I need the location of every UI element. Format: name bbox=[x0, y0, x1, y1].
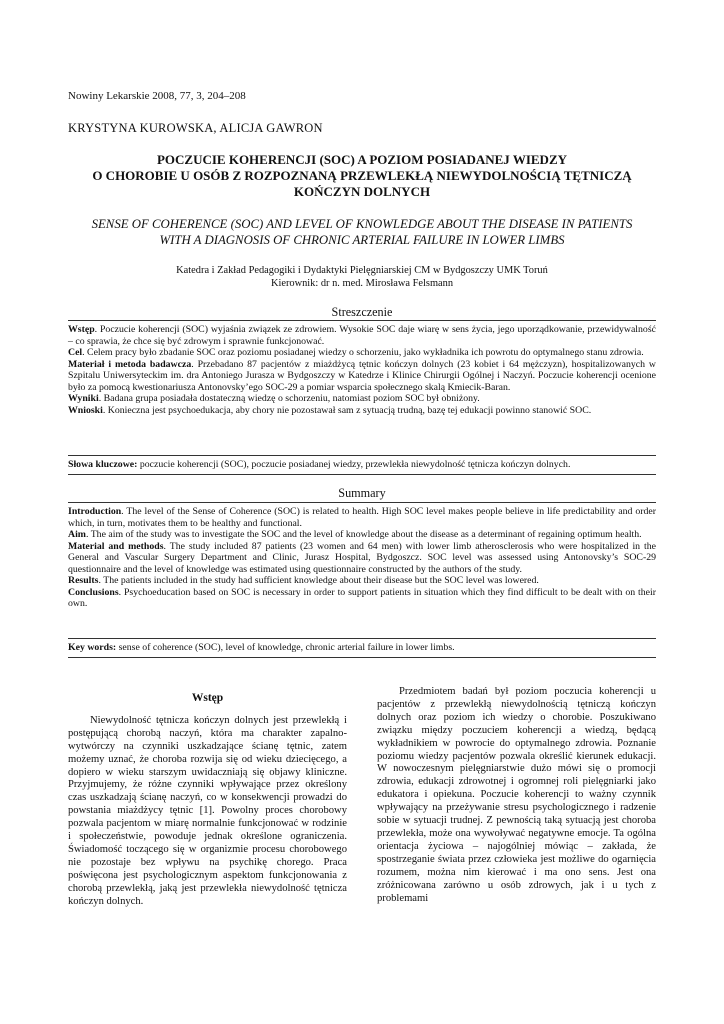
abstract-text: . Przebadano 87 pacjentów z miażdżycą tętnic kończyn dolnych (23 kobiet i 64 mężczyzn), hospitalizowanych w Szpitalu Uniwersyteckim im. dra Antoniego Jurasza w Bydgoszczy w Katedrze i Klinice Chirurgii Ogólnej i Naczyń. Poczucie koherencji ocenione było za pomocą kwestionariusza Antonovsky’ego SOC-29 a pomiar wsparcia społecznego skalą Kmiecik-Baran. bbox=[68, 358, 657, 393]
abstract-item bbox=[68, 587, 656, 610]
divider bbox=[68, 502, 656, 503]
abstract-item bbox=[68, 405, 656, 417]
body-column-right bbox=[377, 686, 656, 905]
abstract-text: . Poczucie koherencji (SOC) wyjaśnia związek ze zdrowiem. Wysokie SOC daje wiarę w sens życia, jego uporządkowanie, przewidywalność – co sprawia, że chce się być zdrowym i sprawnie funkcjonować. bbox=[68, 324, 656, 347]
title-polish bbox=[68, 152, 656, 200]
body-paragraph: Przedmiotem badań był poziom poczucia koherencji u pacjentów z przewlekłą niewydolnością tętniczą kończyn dolnych oraz poziom ich wiedzy o chorobie. Poszukiwano związku między poczuciem koherencji a wiedzą, będącą wykładnikiem w powrocie do optymalnego zdrowia. Poznanie poziomu wiedzy pacjentów pozwala określić kierunek edukacji. W nowoczesnym pielęgniarstwie dużo mówi się o promocji zdrowia, edukacji zdrowotnej i ogromnej roli pielęgniarki jako edukatora i opiekuna. Poczucie koherencji to ważny czynnik wpływający na przeżywanie stresu psychologicznego i radzenie sobie w sytuacji trudnej. Z pewnością taką sytuacją jest choroba przewlekła, może ona wywoływać negatywne emocje. Ta ogólna orientacja życiowa – najogólniej mówiąc – zakłada, że spostrzeganie świata przez człowieka jest możliwe do ogarnięcia rozumem, można nim kierować i ma ono sens. Jest ona zróżnicowana zarówno u osób zdrowych, jak i u tych z problemami bbox=[377, 686, 656, 904]
abstract-text: . Konieczna jest psychoedukacja, aby chory nie pozostawał sam z sytuacją trudną, bazę tej edukacji powinno stanowić SOC. bbox=[102, 404, 592, 416]
abstract-label: Aim bbox=[68, 529, 86, 540]
streszczenie-heading: Streszczenie bbox=[331, 305, 393, 319]
abstract-item bbox=[68, 529, 656, 541]
keywords-polish bbox=[68, 459, 656, 471]
abstract-item bbox=[68, 575, 656, 587]
body-column-left bbox=[68, 692, 347, 909]
abstract-polish bbox=[68, 324, 656, 416]
title-english bbox=[68, 216, 656, 248]
divider bbox=[68, 638, 656, 639]
divider bbox=[68, 455, 656, 456]
abstract-label: Materiał i metoda badawcza bbox=[68, 358, 192, 370]
title-line: SENSE OF COHERENCE (SOC) AND LEVEL OF KNOWLEDGE ABOUT THE DISEASE IN PATIENTS bbox=[91, 217, 633, 231]
abstract-label: Material and methods bbox=[68, 540, 164, 552]
keywords-text: sense of coherence (SOC), level of knowledge, chronic arterial failure in lower limbs. bbox=[116, 642, 455, 653]
abstract-label: Cel bbox=[68, 347, 83, 358]
abstract-item bbox=[68, 393, 656, 405]
affiliation bbox=[68, 264, 656, 290]
title-line: WITH A DIAGNOSIS OF CHRONIC ARTERIAL FAILURE IN LOWER LIMBS bbox=[159, 233, 565, 247]
abstract-text: . Psychoeducation based on SOC is necessary in order to support patients in situation which they find difficult to be dealt with on their own. bbox=[68, 586, 656, 609]
abstract-label: Conclusions bbox=[68, 586, 119, 598]
abstract-label: Wyniki bbox=[68, 393, 99, 404]
journal-reference: Nowiny Lekarskie 2008, 77, 3, 204–208 bbox=[68, 90, 246, 102]
title-line: KOŃCZYN DOLNYCH bbox=[293, 184, 431, 199]
divider bbox=[68, 657, 656, 658]
abstract-text: . The study included 87 patients (23 women and 64 men) with lower limb atherosclerosis who were hospitalized in the General and Vascular Surgery Department and Clinic, Jurasz Hospital, Bydgoszcz. SOC level was assessed using Antonovsky’s SOC-29 questionnaire and the level of knowledge was estimated using questionnaire constructed by the authors of the study. bbox=[68, 540, 656, 575]
section-heading-wstep: Wstęp bbox=[191, 692, 224, 704]
affiliation-line: Kierownik: dr n. med. Mirosława Felsmann bbox=[270, 278, 454, 289]
title-line: O CHOROBIE U OSÓB Z ROZPOZNANĄ PRZEWLEKŁĄ NIEWYDOLNOŚCIĄ TĘTNICZĄ bbox=[92, 168, 632, 183]
abstract-label: Results bbox=[68, 575, 99, 586]
abstract-item bbox=[68, 324, 656, 347]
divider bbox=[68, 320, 656, 321]
keywords-label: Key words: bbox=[68, 642, 117, 653]
abstract-text: . Celem pracy było zbadanie SOC oraz poziomu posiadanej wiedzy o schorzeniu, jako wykładnika ich powrotu do optymalnego stanu zdrowia. bbox=[82, 347, 644, 358]
title-line: POCZUCIE KOHERENCJI (SOC) A POZIOM POSIADANEJ WIEDZY bbox=[156, 152, 568, 167]
abstract-text: . The level of the Sense of Coherence (SOC) is related to health. High SOC level makes people believe in life predictability and order which, in turn, motivates them to be healthy and functional. bbox=[68, 506, 656, 529]
abstract-label: Wstęp bbox=[68, 324, 95, 335]
abstract-item bbox=[68, 347, 656, 359]
abstract-label: Wnioski bbox=[68, 404, 103, 416]
abstract-text: . Badana grupa posiadała dostateczną wiedzę o schorzeniu, natomiast poziom SOC był obniżony. bbox=[98, 393, 480, 404]
abstract-text: . The aim of the study was to investigate the SOC and the level of knowledge about the disease as a determinant of regaining optimum health. bbox=[85, 529, 642, 540]
summary-heading: Summary bbox=[338, 486, 386, 500]
body-paragraph: Niewydolność tętnicza kończyn dolnych jest przewlekłą i postępującą chorobą naczyń, która ma charakter zapalno-wytwórczy na czynniki uszkadzające ścianę tętnic, zatem możemy uznać, że choroba rozwija się od wieku dziecięcego, a dopiero w wieku starszym uwidaczniają się objawy kliniczne. Przyjmujemy, że różne czynniki wpływające przez określony czas uszkadzają ścianę naczyń, co w konsekwencji prowadzi do powstania miażdżycy tętnic [1]. Powolny proces chorobowy pozwala pacjentom w miarę normalnie funkcjonować w rodzinie i społeczeństwie, powoduje jednak określone ograniczenia. Świadomość toczącego się w organizmie procesu chorobowego nie pozostaje bez wpływu na psychikę chorego. Praca poświęcona jest psychologicznym aspektom funkcjonowania z chorobą przewlekłą, jaką jest przewlekła niewydolność tętnicza kończyn dolnych. bbox=[68, 714, 347, 907]
authors: KRYSTYNA KUROWSKA, ALICJA GAWRON bbox=[68, 121, 323, 135]
keywords-label: Słowa kluczowe: bbox=[68, 459, 138, 470]
abstract-item bbox=[68, 506, 656, 529]
abstract-text: . The patients included in the study had sufficient knowledge about their disease but the SOC level was lowered. bbox=[98, 575, 539, 586]
abstract-english bbox=[68, 506, 656, 610]
abstract-item bbox=[68, 541, 656, 576]
divider bbox=[68, 474, 656, 475]
abstract-label: Introduction bbox=[68, 506, 122, 517]
keywords-text: poczucie koherencji (SOC), poczucie posiadanej wiedzy, przewlekła niewydolność tętnicza kończyn dolnych. bbox=[137, 459, 571, 470]
keywords-english bbox=[68, 642, 656, 654]
abstract-item bbox=[68, 359, 656, 394]
affiliation-line: Katedra i Zakład Pedagogiki i Dydaktyki Pielęgniarskiej CM w Bydgoszczy UMK Toruń bbox=[176, 265, 548, 276]
